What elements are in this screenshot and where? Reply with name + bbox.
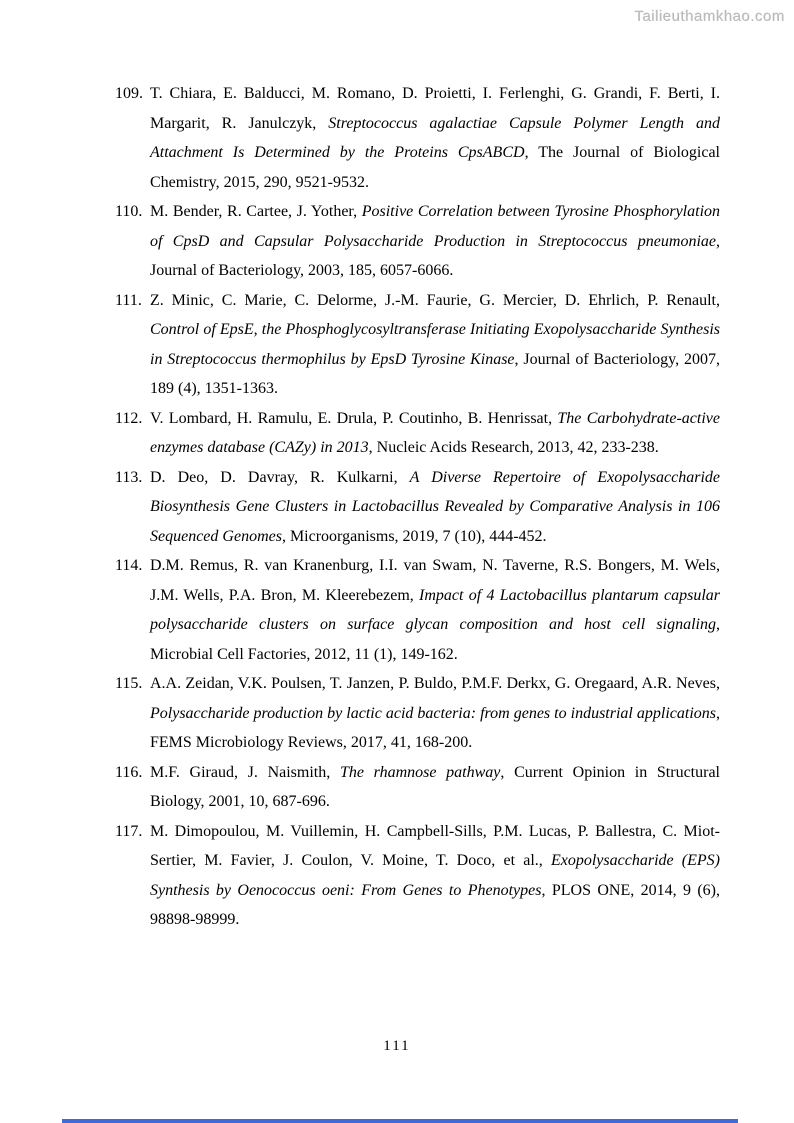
reference-title-italic: Impact of 4 Lactobacillus plantarum capsular polysaccharide clusters on surface glycan composition and host cell signaling [150,586,720,633]
reference-title-italic: Polysaccharide production by lactic acid bacteria: from genes to industrial applications [150,704,716,722]
reference-list [115,79,720,935]
reference-number: 113. [115,468,143,486]
reference-title-italic: The rhamnose pathway [339,763,501,781]
reference-title-italic: The Carbohydrate-active enzymes database (CAZy) in 2013 [150,409,721,456]
reference-plain-text: D.M. Remus, R. van Kranenburg, I.I. van Swam, N. Taverne, R.S. Bongers, M. Wels, J.M. Wells, P.A. Bron, M. Kleerebezem, [150,557,720,604]
reference-text [150,823,720,929]
reference-number: 112. [115,409,143,427]
reference-item [115,404,720,463]
reference-text [150,557,720,663]
watermark-text: Tailieuthamkhao.com [634,8,785,25]
reference-number: 109. [115,85,143,102]
reference-number: 116. [115,763,143,781]
reference-title-italic: Exopolysaccharide (EPS) Synthesis by Oenococcus oeni: From Genes to Phenotypes [150,852,721,899]
reference-item [115,669,720,758]
page-number: 111 [383,1038,411,1054]
reference-item [115,79,720,197]
reference-item [115,817,720,935]
reference-number: 111. [115,291,142,309]
reference-title-italic: Positive Correlation between Tyrosine Phosphorylation of CpsD and Capsular Polysaccharide Production in Streptococcus pneumoniae [150,203,721,250]
reference-plain-text: , Journal of Bacteriology, 2007, 189 (4), 1351-1363. [150,350,720,397]
reference-item [115,197,720,286]
reference-title-italic: Control of EpsE, the Phosphoglycosyltransferase Initiating Exopolysaccharide Synthesis in Streptococcus thermophilus by EpsD Tyrosine Kinase [150,321,720,368]
reference-plain-text: , Nucleic Acids Research, 2013, 42, 233-238. [368,439,659,456]
reference-item [115,286,720,404]
reference-plain-text: D. Deo, D. Davray, R. Kulkarni, [150,468,410,486]
reference-plain-text: Z. Minic, C. Marie, C. Delorme, J.-M. Faurie, G. Mercier, D. Ehrlich, P. Renault, [150,291,720,309]
reference-item [115,551,720,669]
reference-text [150,469,720,545]
reference-plain-text: , Journal of Bacteriology, 2003, 185, 6057-6066. [150,232,720,279]
reference-plain-text: A.A. Zeidan, V.K. Poulsen, T. Janzen, P. Buldo, P.M.F. Derkx, G. Oregaard, A.R. Neves, [150,675,720,692]
reference-text [150,203,720,279]
reference-title-italic: Streptococcus agalactiae Capsule Polymer Length and Attachment Is Determined by the Proteins CpsABCD [150,114,720,161]
reference-item [115,758,720,817]
reference-item [115,463,720,552]
reference-plain-text: M. Bender, R. Cartee, J. Yother, [150,203,362,220]
reference-plain-text: , The Journal of Biological Chemistry, 2015, 290, 9521-9532. [150,144,721,191]
reference-plain-text: , Microorganisms, 2019, 7 (10), 444-452. [281,527,547,545]
reference-plain-text: M. Dimopoulou, M. Vuillemin, H. Campbell-Sills, P.M. Lucas, P. Ballestra, C. Miot-Sertier, M. Favier, J. Coulon, V. Moine, T. Doco, et al., [150,822,720,869]
reference-plain-text: , PLOS ONE, 2014, 9 (6), 98898-98999. [150,881,720,928]
reference-text [150,85,720,191]
bottom-accent-bar [62,1119,738,1123]
reference-number: 110. [115,203,143,220]
reference-text [150,410,720,457]
reference-number: 114. [115,557,143,574]
reference-text [150,292,720,398]
reference-plain-text: , Current Opinion in Structural Biology, 2001, 10, 687-696. [150,763,721,810]
reference-number: 115. [115,675,143,692]
reference-number: 117. [115,822,143,840]
reference-plain-text: , Microbial Cell Factories, 2012, 11 (1), 149-162. [150,616,720,663]
reference-plain-text: M.F. Giraud, J. Naismith, [150,763,340,781]
reference-plain-text: T. Chiara, E. Balducci, M. Romano, D. Proietti, I. Ferlenghi, G. Grandi, F. Berti, I. Margarit, R. Janulczyk, [150,85,720,132]
reference-text [150,675,720,751]
reference-plain-text: V. Lombard, H. Ramulu, E. Drula, P. Coutinho, B. Henrissat, [150,409,558,427]
reference-plain-text: , FEMS Microbiology Reviews, 2017, 41, 168-200. [150,704,720,751]
reference-title-italic: A Diverse Repertoire of Exopolysaccharide Biosynthesis Gene Clusters in Lactobacillus Revealed by Comparative Analysis in 106 Sequenced Genomes [150,468,721,545]
reference-text [150,764,720,811]
